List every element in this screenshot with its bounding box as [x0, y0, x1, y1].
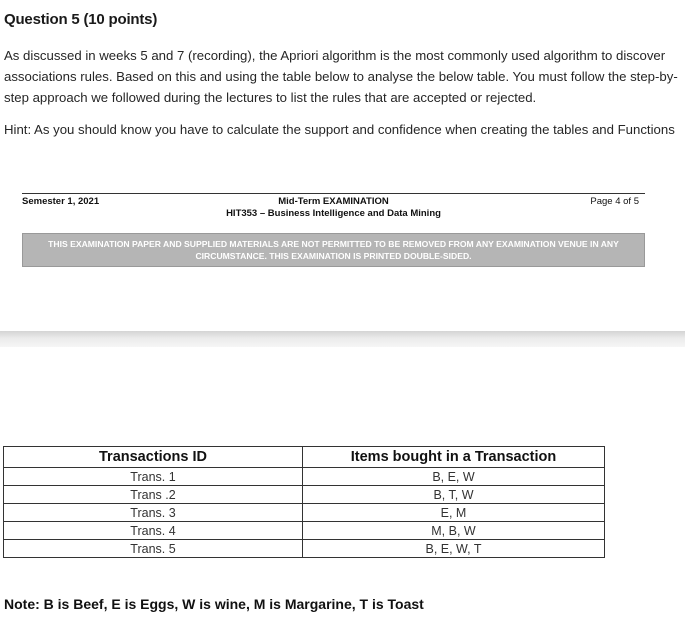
item-legend-note: Note: B is Beef, E is Eggs, W is wine, M is Margarine, T is Toast	[4, 596, 424, 612]
semester-label: Semester 1, 2021	[22, 196, 100, 207]
transactions-table	[3, 446, 605, 558]
course-title: HIT353 – Business Intelligence and Data Mining	[226, 208, 441, 219]
table-row	[4, 540, 605, 558]
items-cell: M, B, W	[303, 522, 605, 540]
question-title: Question 5 (10 points)	[4, 11, 158, 28]
items-cell: E, M	[303, 504, 605, 522]
hint-paragraph: Hint: As you should know you have to calculate the support and confidence when creating the tables and Functions	[4, 122, 675, 137]
transaction-id-cell: Trans. 3	[4, 504, 303, 522]
header-transactions-id: Transactions ID	[4, 447, 303, 468]
exam-title-block	[22, 196, 645, 220]
table-row	[4, 468, 605, 486]
items-cell: B, E, W	[303, 468, 605, 486]
transaction-id-cell: Trans. 1	[4, 468, 303, 486]
items-cell: B, T, W	[303, 486, 605, 504]
transaction-id-cell: Trans. 5	[4, 540, 303, 558]
header-items-bought: Items bought in a Transaction	[303, 447, 605, 468]
exam-notice-banner: THIS EXAMINATION PAPER AND SUPPLIED MATERIALS ARE NOT PERMITTED TO BE REMOVED FROM ANY EXAMINATION VENUE IN ANY CIRCUMSTANCE. THIS EXAMINATION IS PRINTED DOUBLE-SIDED.	[22, 233, 645, 267]
table-header-row	[4, 447, 605, 468]
page-number: Page 4 of 5	[590, 196, 639, 207]
exam-page-header	[22, 193, 645, 222]
items-cell: B, E, W, T	[303, 540, 605, 558]
table-row	[4, 504, 605, 522]
table-row	[4, 486, 605, 504]
table-row	[4, 522, 605, 540]
question-paragraph: As discussed in weeks 5 and 7 (recording), the Apriori algorithm is the most commonly used algorithm to discover associations rules. Based on this and using the table below to analyse the below table. You must follow the step-by-step approach we followed during the lectures to list the rules that are accepted or rejected.	[4, 48, 678, 105]
page-break-divider	[0, 331, 685, 347]
exam-title: Mid-Term EXAMINATION	[278, 196, 389, 207]
transaction-id-cell: Trans .2	[4, 486, 303, 504]
transaction-id-cell: Trans. 4	[4, 522, 303, 540]
